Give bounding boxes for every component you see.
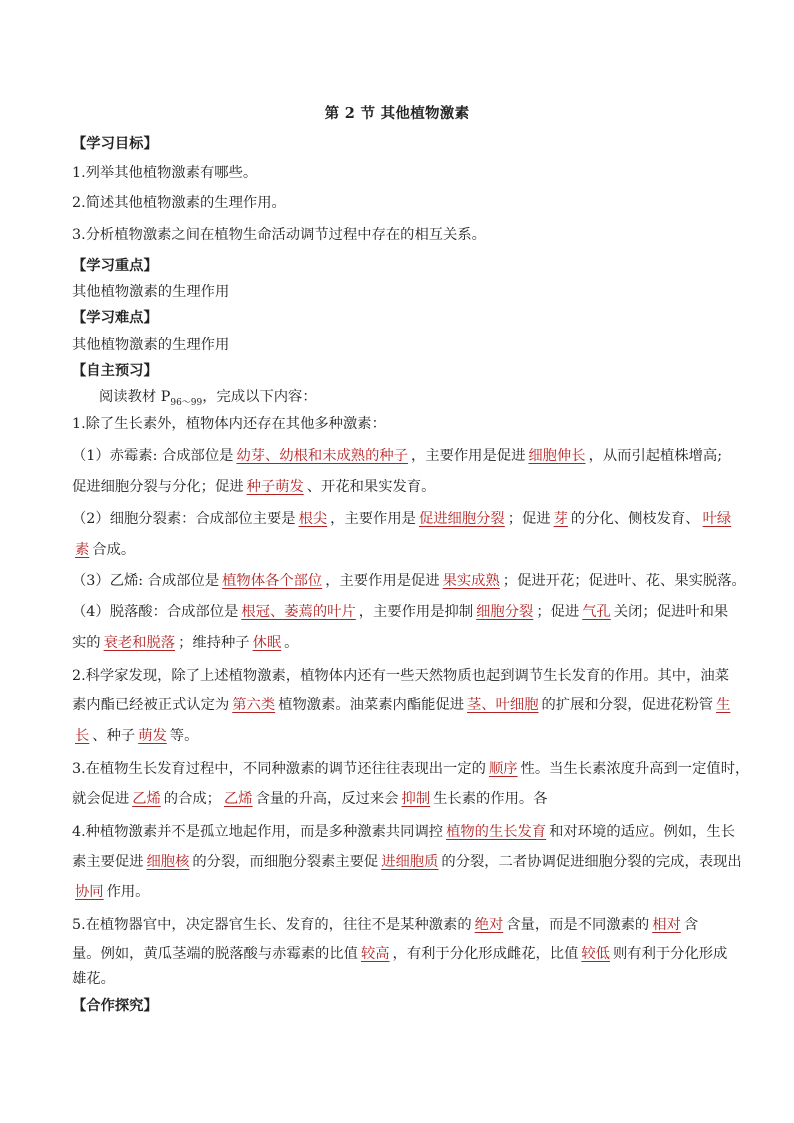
text-segment: ；促进开花；促进叶、花、果实脱落。 [502,573,746,589]
heading-difficulty: 【学习难点】 [72,310,158,326]
question-5-line-1 [72,915,722,935]
answer-blank: 抑制 [401,791,431,807]
text-segment: 量。例如，黄瓜茎端的脱落酸与赤霉素的比值 [72,946,358,962]
text-segment: （4）脱落酸：合成部位是 [72,604,239,620]
abscisic-line-2 [72,633,722,653]
cytokinin-line-2 [72,540,722,560]
text-segment: ，主要作用是促进 [325,573,440,589]
answer-blank: 长 [75,728,90,744]
answer-blank: 绝对 [474,917,504,933]
question-3-line-2 [72,789,722,809]
text-segment: 。 [284,635,299,651]
heading-key: 【学习重点】 [72,258,158,274]
text-segment: ；促进 [507,511,551,527]
text-segment: 性。当生长素浓度升高到一定值时， [520,761,750,777]
question-1: 1.除了生长素外，植物体内还存在其他多种激素： [72,416,386,432]
text-segment: ；促进 [536,604,580,620]
answer-blank: 协同 [75,884,104,900]
answer-blank: 乙烯 [223,791,253,807]
answer-blank: 根尖 [298,511,328,527]
answer-blank: 乙烯 [132,791,161,807]
answer-blank: 芽 [553,511,568,527]
difficulty-text: 其他植物激素的生理作用 [72,337,230,353]
text-segment: 3.在植物生长发育过程中，不同种激素的调节还往往表现出一定的 [72,761,486,777]
abscisic-line-1 [72,602,729,622]
reading-text-a: 阅读教材 P [99,389,171,405]
text-segment: 含量的升高，反过来会 [255,791,399,807]
question-4-line-2 [72,852,742,872]
answer-blank: 顺序 [488,761,518,777]
question-4-line-3 [72,882,722,902]
reading-text-b: ，完成以下内容： [202,389,317,405]
answer-blank: 较低 [581,946,610,962]
answer-blank: 促进细胞分裂 [418,511,505,527]
text-segment: 生长素的作用。各 [433,791,548,807]
text-segment: 素主要促进 [72,854,144,870]
text-segment: （3）乙烯: 合成部位是 [72,573,220,589]
text-segment: 合成。 [92,542,136,558]
text-segment: ，主要作用是 [330,511,416,527]
text-segment: 则有利于分化形成 [612,946,728,962]
text-segment: 的分裂，二者协调促进细胞分裂的完成，表现出 [441,854,742,870]
text-segment: 4.种植物激素并不是孤立地起作用，而是多种激素共同调控 [72,824,444,840]
question-2-line-2 [72,695,731,715]
text-segment: 作用。 [106,884,150,900]
text-segment: 就会促进 [72,791,130,807]
text-segment: 、开花和果实发育。 [306,479,436,495]
answer-blank: 素 [75,542,90,558]
text-segment: 促进细胞分裂与分化；促进 [72,479,244,495]
page-title: 第 2 节 其他植物激素 [324,105,470,122]
text-segment: ，从而引起植株增高; [588,448,723,464]
cytokinin-line-1 [72,509,732,529]
text-segment: （1）赤霉素: 合成部位是 [72,448,234,464]
heading-preview: 【自主预习】 [72,363,158,379]
answer-blank: 萌发 [138,728,167,744]
question-5-line-3: 雄花。 [72,971,115,987]
text-segment: ，主要作用是促进 [411,448,526,464]
answer-blank: 叶绿 [702,511,732,527]
gibberellin-line-2 [72,477,722,497]
goal-1: 1.列举其他植物激素有哪些。 [72,165,258,181]
text-segment: 实的 [72,635,101,651]
text-segment: 的合成； [163,791,221,807]
answer-blank: 休眠 [252,635,282,651]
heading-cooperation: 【合作探究】 [72,998,158,1014]
answer-blank: 幼芽、幼根和未成熟的种子 [236,448,408,464]
text-segment: 关闭；促进叶和果 [613,604,729,620]
answer-blank: 种子萌发 [246,479,304,495]
answer-blank: 较高 [360,946,390,962]
text-segment: 含 [683,917,699,933]
answer-blank: 细胞分裂 [476,604,534,620]
answer-blank: 细胞核 [146,854,190,870]
text-segment: （2）细胞分裂素：合成部位主要是 [72,511,296,527]
question-2-line-3 [72,726,722,746]
answer-blank: 气孔 [582,604,611,620]
text-segment: 的扩展和分裂，促进花粉管 [541,697,714,713]
answer-blank: 进细胞质 [381,854,439,870]
text-segment: 5.在植物器官中，决定器官生长、发育的，往往不是某种激素的 [72,917,472,933]
answer-blank: 茎、叶细胞 [467,697,539,713]
question-5-line-2 [72,944,728,964]
answer-blank: 衰老和脱落 [103,635,176,651]
heading-goals: 【学习目标】 [72,136,158,152]
text-segment: ，主要作用是抑制 [358,604,474,620]
text-segment: 含量，而是不同激素的 [506,917,650,933]
text-segment: 的分裂，而细胞分裂素主要促 [192,854,379,870]
text-segment: 的分化、侧枝发育、 [570,511,700,527]
reading-instruction [99,387,749,413]
text-segment: 等。 [169,728,199,744]
question-4-line-1 [72,822,735,842]
answer-blank: 根冠、萎蔫的叶片 [241,604,356,620]
question-2-line-1: 2.科学家发现，除了上述植物激素，植物体内还有一些天然物质也起到调节生长发育的作用。其中，油菜 [72,668,729,684]
reading-pages: 96～99 [170,397,203,408]
answer-blank: 植物的生长发育 [446,824,547,840]
ethylene-line [72,571,746,591]
answer-blank: 第六类 [232,697,276,713]
answer-blank: 植物体各个部位 [222,573,323,589]
text-segment: 素内酯已经被正式认定为 [72,697,230,713]
answer-blank: 生 [716,697,731,713]
answer-blank: 相对 [652,917,681,933]
answer-blank: 果实成熟 [442,573,500,589]
text-segment: 植物激素。油菜素内酯能促进 [278,697,465,713]
key-text: 其他植物激素的生理作用 [72,284,230,300]
text-segment: ，有利于分化形成雌花，比值 [392,946,579,962]
text-segment: 和对环境的适应。例如，生长 [549,824,735,840]
goal-3: 3.分析植物激素之间在植物生命活动调节过程中存在的相互关系。 [72,227,486,243]
goal-2: 2.简述其他植物激素的生理作用。 [72,195,286,211]
question-3-line-1 [72,759,750,779]
gibberellin-line-1 [72,446,722,466]
answer-blank: 细胞伸长 [528,448,586,464]
text-segment: ；维持种子 [178,635,250,651]
text-segment: 、种子 [92,728,136,744]
